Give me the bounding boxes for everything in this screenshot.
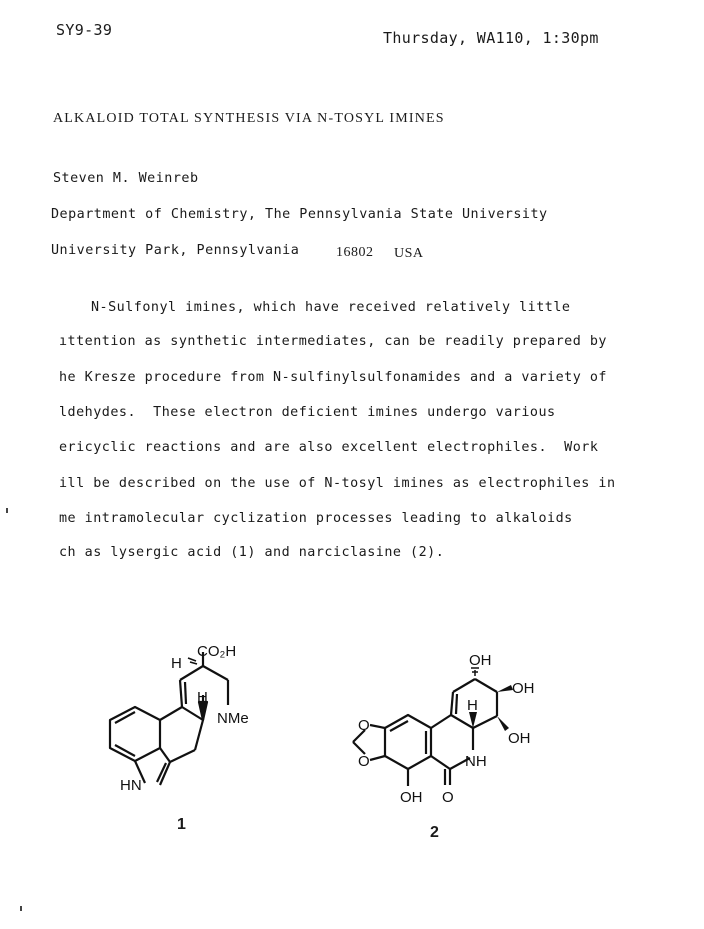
affiliation-line-1: Department of Chemistry, The Pennsylvania State University — [51, 207, 548, 222]
abstract-line: ericyclic reactions and are also excellent electrophiles. Work — [59, 440, 599, 455]
nh-label: NH — [465, 753, 487, 770]
nme-label: NMe — [217, 710, 249, 727]
document-code: SY9-39 — [56, 21, 113, 39]
affiliation-country: USA — [394, 246, 424, 261]
narciclasine-structure — [345, 648, 555, 813]
affiliation-city: University Park, Pennsylvania — [51, 243, 300, 258]
abstract-line: ıttention as synthetic intermediates, can be readily prepared by — [59, 334, 607, 349]
compound-number-2: 2 — [430, 824, 439, 841]
abstract-line: N-Sulfonyl imines, which have received relatively little — [91, 300, 571, 315]
scan-mark — [6, 508, 8, 513]
oh-label-3: OH — [508, 730, 531, 747]
abstract-line: ldehydes. These electron deficient imines undergo various — [59, 405, 556, 420]
abstract-line: ch as lysergic acid (1) and narciclasine (2). — [59, 545, 445, 560]
oh-label-1: OH — [469, 652, 492, 669]
carbonyl-o-label: O — [442, 789, 454, 806]
hn-label: HN — [120, 777, 142, 794]
affiliation-zip: 16802 — [336, 245, 374, 260]
paper-title: ALKALOID TOTAL SYNTHESIS VIA N-TOSYL IMINES — [53, 111, 445, 126]
scan-mark — [20, 906, 22, 911]
oh-label-4: OH — [400, 789, 423, 806]
session-info: Thursday, WA110, 1:30pm — [383, 29, 599, 47]
abstract-line: me intramolecular cyclization processes leading to alkaloids — [59, 511, 573, 526]
lysergic-acid-structure — [100, 640, 330, 810]
h-label-top: H — [171, 655, 182, 672]
oh-label-2: OH — [512, 680, 535, 697]
abstract-line: ill be described on the use of N-tosyl imines as electrophiles in — [59, 476, 616, 491]
abstract-line: he Kresze procedure from N-sulfinylsulfonamides and a variety of — [59, 370, 607, 385]
h-label-mid: H — [197, 689, 208, 706]
h-label: H — [467, 697, 478, 714]
dioxole-o-bottom: O — [358, 753, 370, 770]
author-name: Steven M. Weinreb — [53, 171, 199, 186]
co2h-label: CO₂H — [197, 643, 237, 660]
compound-number-1: 1 — [177, 816, 186, 833]
dioxole-o-top: O — [358, 717, 370, 734]
